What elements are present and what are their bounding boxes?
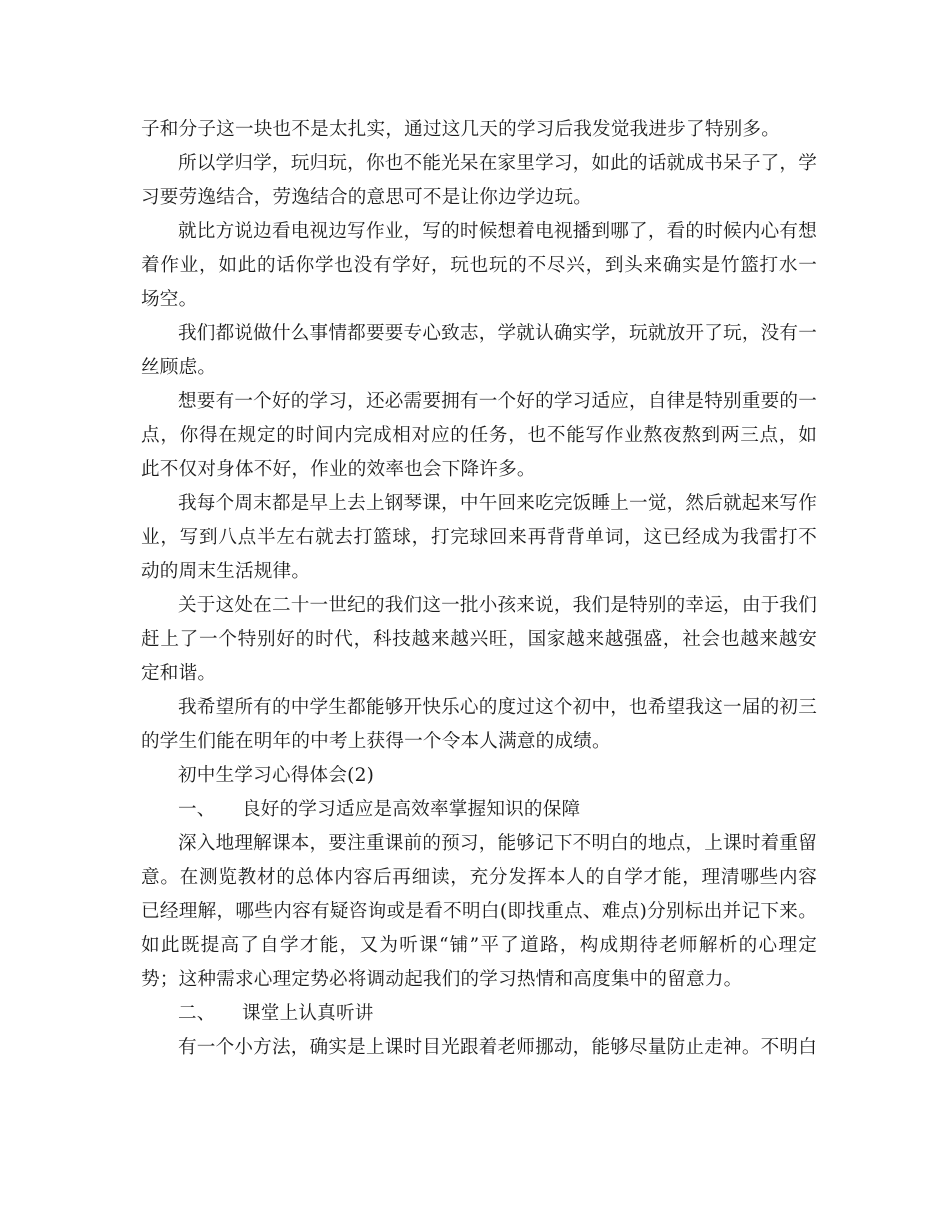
section-number: 一、 xyxy=(178,799,216,820)
paragraph: 深入地理解课本，要注重课前的预习，能够记下不明白的地点，上课时着重留意。在测览教材的总体内容后再细读，充分发挥本人的自学才能，理清哪些内容已经理解，哪些内容有疑咨询或是看不明白(即找重点、难点)分别标出并记下来。如此既提高了自学才能，又为听课“铺”平了道路，构成期待老师解析的心理定势；这种需求心理定势必将调动起我们的学习热情和高度集中的留意力。 xyxy=(141,833,817,990)
paragraph: 我希望所有的中学生都能够开快乐心的度过这个初中，也希望我这一届的初三的学生们能在明年的中考上获得一个令本人满意的成绩。 xyxy=(141,697,817,752)
section-number: 二、 xyxy=(178,1003,216,1024)
section-heading-text: 课堂上认真听讲 xyxy=(242,1003,374,1024)
paragraph-continued: 子和分子这一块也不是太扎实，通过这几天的学习后我发觉我进步了特别多。 xyxy=(141,119,780,140)
paragraph: 我们都说做什么事情都要要专心致志，学就认确实学，玩就放开了玩，没有一丝顾虑。 xyxy=(141,323,817,378)
paragraph: 有一个小方法，确实是上课时目光跟着老师挪动，能够尽量防止走神。不明白 xyxy=(178,1037,817,1058)
section-heading-text: 良好的学习适应是高效率掌握知识的保障 xyxy=(242,799,581,820)
document-body xyxy=(141,113,817,1065)
paragraph: 所以学归学，玩归玩，你也不能光呆在家里学习，如此的话就成书呆子了，学习要劳逸结合，劳逸结合的意思可不是让你边学边玩。 xyxy=(141,153,817,208)
paragraph: 就比方说边看电视边写作业，写的时候想着电视播到哪了，看的时候内心有想着作业，如此的话你学也没有学好，玩也玩的不尽兴，到头来确实是竹篮打水一场空。 xyxy=(141,221,817,310)
section-heading xyxy=(141,997,817,1031)
section-title: 初中生学习心得体会(2) xyxy=(178,765,375,786)
section-heading xyxy=(141,793,817,827)
paragraph: 想要有一个好的学习，还必需要拥有一个好的学习适应，自律是特别重要的一点，你得在规定的时间内完成相对应的任务，也不能写作业熬夜熬到两三点，如此不仅对身体不好，作业的效率也会下降许多。 xyxy=(141,391,817,480)
paragraph: 关于这处在二十一世纪的我们这一批小孩来说，我们是特别的幸运，由于我们赶上了一个特别好的时代，科技越来越兴旺，国家越来越强盛，社会也越来越安定和谐。 xyxy=(141,595,817,684)
paragraph: 我每个周末都是早上去上钢琴课，中午回来吃完饭睡上一觉，然后就起来写作业，写到八点半左右就去打篮球，打完球回来再背背单词，这已经成为我雷打不动的周末生活规律。 xyxy=(141,493,817,582)
